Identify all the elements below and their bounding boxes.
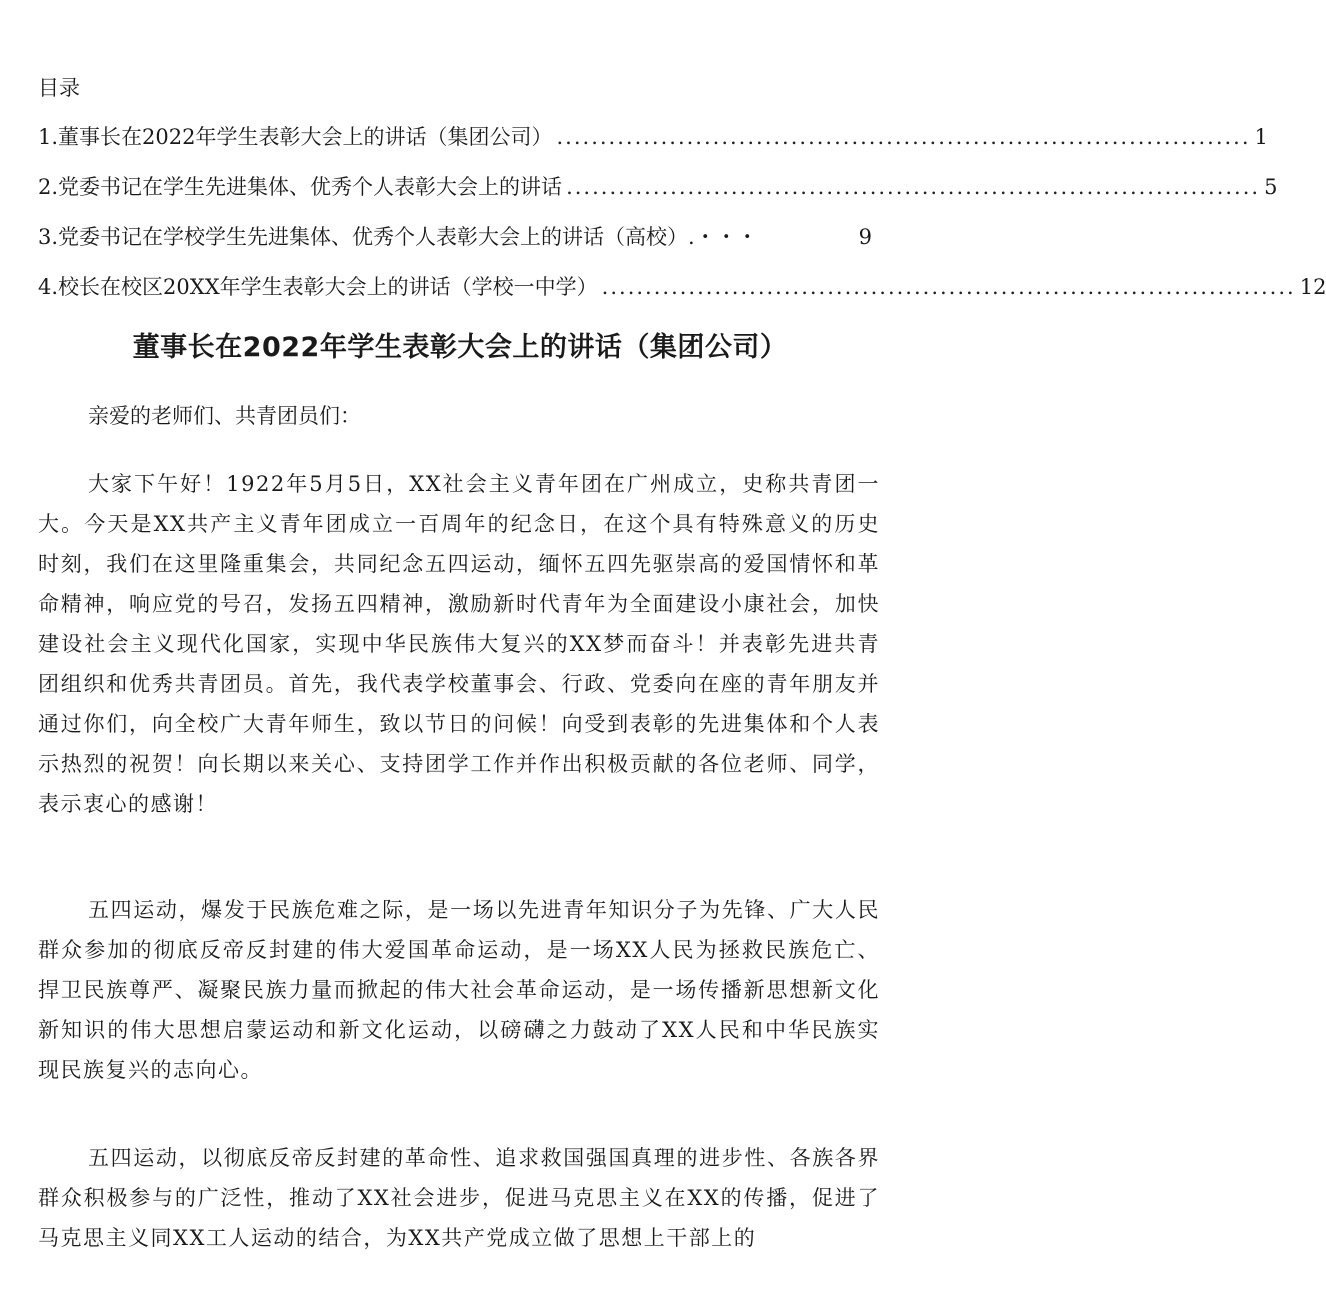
toc-entry-title: 董事长在2022年学生表彰大会上的讲话（集团公司） <box>58 125 553 149</box>
toc-dot-leader: ................................................................................ <box>556 125 1251 149</box>
body-paragraph-3: 五四运动，以彻底反帝反封建的革命性、追求救国强国真理的进步性、各族各界群众积极参与的广泛性，推动了XX社会进步，促进马克思主义在XX的传播，促进了马克思主义同XX工人运动的结合，为XX共产党成立做了思想上干部上的 <box>38 1146 880 1250</box>
salutation: 亲爱的老师们、共青团员们： <box>88 404 361 428</box>
body-paragraph-2: 五四运动，爆发于民族危难之际，是一场以先进青年知识分子为先锋、广大人民群众参加的彻底反帝反封建的伟大爱国革命运动，是一场XX人民为拯救民族危亡、捍卫民族尊严、凝聚民族力量而掀起的伟大社会革命运动，是一场传播新思想新文化新知识的伟大思想启蒙运动和新文化运动，以磅礴之力鼓动了XX人民和中华民族实现民族复兴的志向心。 <box>38 898 880 1082</box>
article-title: 董事长在2022年学生表彰大会上的讲话（集团公司） <box>132 332 788 363</box>
toc-entry-number: 1. <box>38 125 59 149</box>
toc-entry-page: 9 <box>858 225 872 249</box>
toc-entry-title: .党委书记在学生先进集体、优秀个人表彰大会上的讲话 <box>51 175 563 199</box>
toc-entry-1[interactable] <box>38 122 1268 152</box>
toc-entry-number: 3 <box>38 225 52 249</box>
toc-dot-leader: ................................................................................ <box>566 175 1261 199</box>
toc-entry-title: .校长在校区20XX年学生表彰大会上的讲话（学校一中学） <box>51 275 598 299</box>
toc-entry-3[interactable] <box>38 222 872 252</box>
toc-entry-page: 5 <box>1264 175 1278 199</box>
toc-entry-title: .党委书记在学校学生先进集体、优秀个人表彰大会上的讲话（高校）.・・・ <box>51 225 758 249</box>
toc-entry-number: 2 <box>38 175 52 199</box>
toc-heading: 目录 <box>38 76 80 100</box>
toc-dot-leader: ................................................................................ <box>601 275 1296 299</box>
toc-entry-4[interactable] <box>38 272 1326 302</box>
toc-entry-number: 4 <box>38 275 52 299</box>
toc-entry-2[interactable] <box>38 172 1278 202</box>
body-paragraph-1: 大家下午好！1922年5月5日，XX社会主义青年团在广州成立，史称共青团一大。今天是XX共产主义青年团成立一百周年的纪念日，在这个具有特殊意义的历史时刻，我们在这里隆重集会，共同纪念五四运动，缅怀五四先驱崇高的爱国情怀和革命精神，响应党的号召，发扬五四精神，激励新时代青年为全面建设小康社会，加快建设社会主义现代化国家，实现中华民族伟大复兴的XX梦而奋斗！并表彰先进共青团组织和优秀共青团员。首先，我代表学校董事会、行政、党委向在座的青年朋友并通过你们，向全校广大青年师生，致以节日的问候！向受到表彰的先进集体和个人表示热烈的祝贺！向长期以来关心、支持团学工作并作出积极贡献的各位老师、同学，表示衷心的感谢！ <box>38 472 880 816</box>
toc-entry-page: 12 <box>1299 275 1326 299</box>
toc-entry-page: 1 <box>1254 125 1268 149</box>
